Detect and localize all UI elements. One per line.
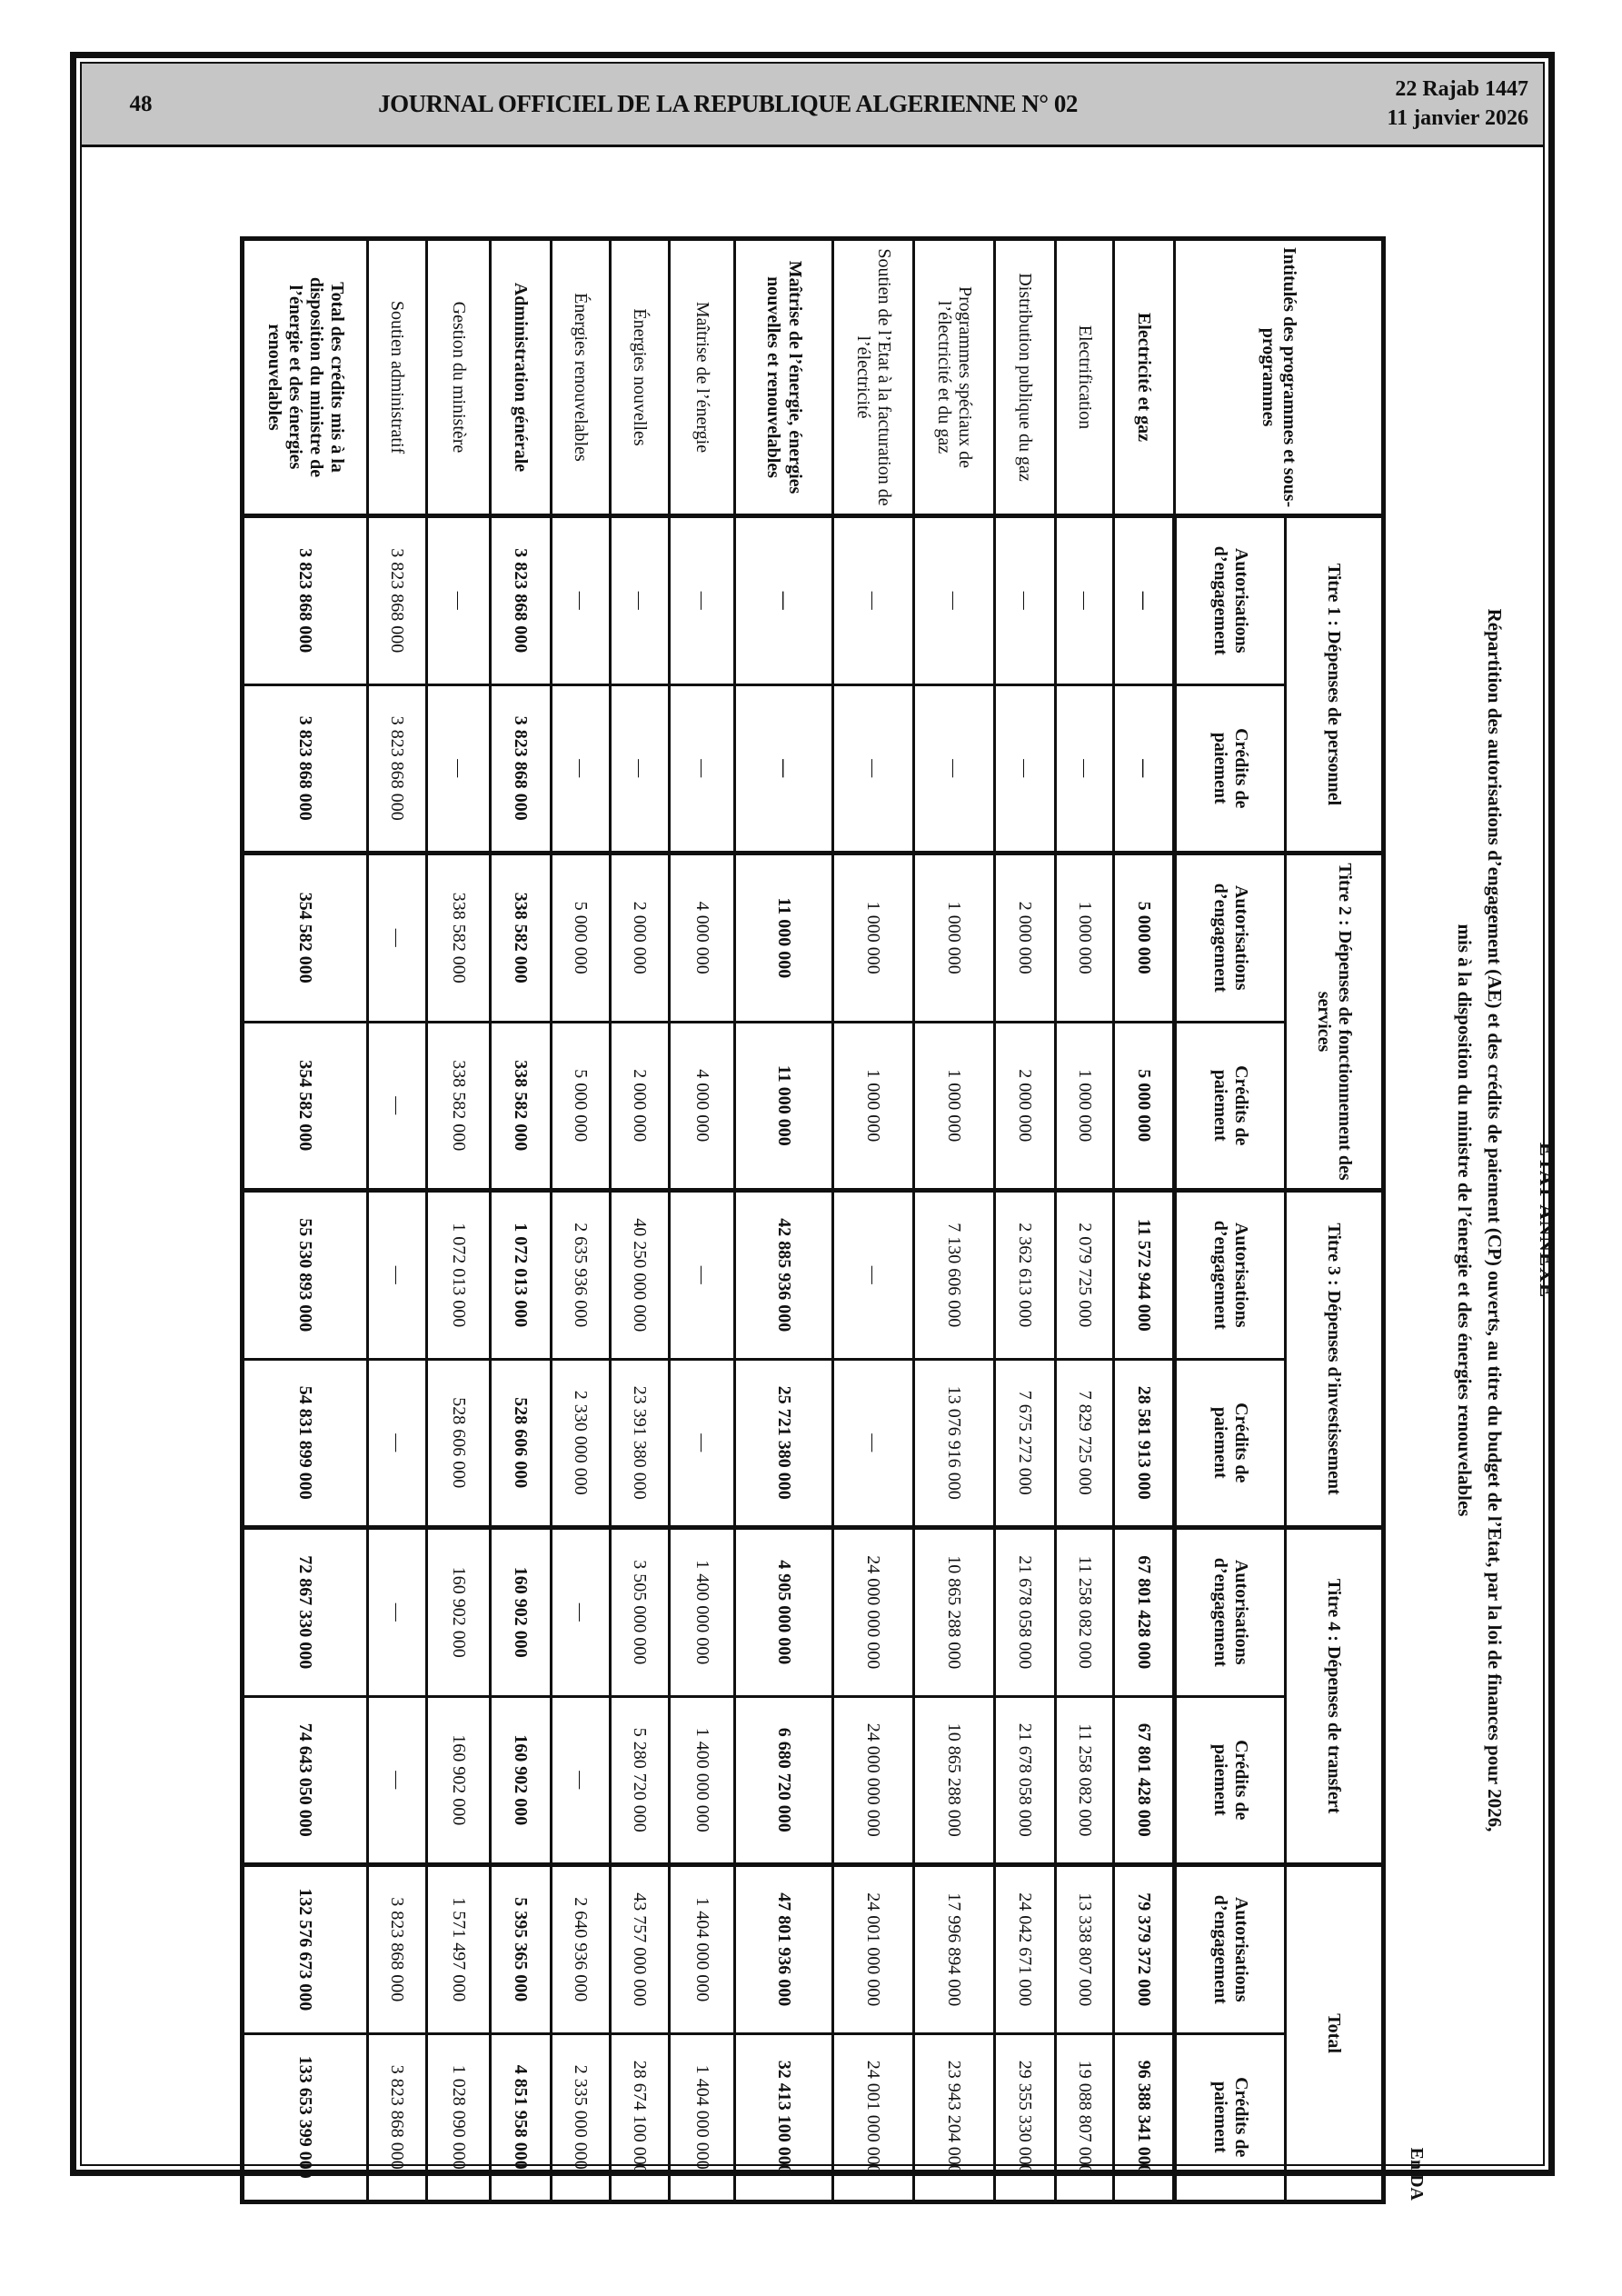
subheader-ae: Autorisations d’engagement (1174, 854, 1285, 1023)
value-cell: 42 885 936 000 (734, 1191, 832, 1360)
value-cell: 4 000 000 (669, 1022, 734, 1191)
value-cell: 24 001 000 000 (832, 2033, 913, 2202)
subheader-cp: Crédits de paiement (1174, 1359, 1285, 1528)
value-cell: 338 582 000 (426, 1022, 490, 1191)
value-cell: 13 338 807 000 (1055, 1865, 1113, 2034)
value-cell: 23 391 380 000 (610, 1359, 669, 1528)
value-cell: — (367, 1359, 426, 1528)
value-cell: 1 400 000 000 (669, 1528, 734, 1697)
value-cell: 28 674 100 000 (610, 2033, 669, 2202)
value-cell: 354 582 000 (242, 1022, 367, 1191)
table-header-groups (1285, 239, 1383, 2202)
value-cell: 4 000 000 (669, 854, 734, 1023)
value-cell: — (367, 1696, 426, 1865)
value-cell: 2 635 936 000 (551, 1191, 610, 1360)
value-cell: 5 395 365 000 (490, 1865, 551, 2034)
value-cell: — (426, 516, 490, 685)
value-cell: 32 413 100 000 (734, 2033, 832, 2202)
program-name-cell: Maîtrise de l’énergie (669, 239, 734, 516)
table-body (242, 239, 1174, 2202)
page-frame (70, 52, 1558, 2201)
value-cell: 5 000 000 (1113, 854, 1174, 1023)
value-cell: 11 000 000 (734, 854, 832, 1023)
date-gregorian: 11 janvier 2026 (1387, 105, 1528, 130)
table-row (832, 239, 913, 2202)
value-cell: — (551, 1528, 610, 1697)
program-name-cell: Electrification (1055, 239, 1113, 516)
program-name-cell: Gestion du ministère (426, 239, 490, 516)
value-cell: — (1055, 684, 1113, 854)
value-cell: 3 823 868 000 (367, 2033, 426, 2202)
program-name-cell: Maîtrise de l’énergie, énergies nouvelles et renouvelables (734, 239, 832, 516)
value-cell: — (669, 1191, 734, 1360)
value-cell: 1 000 000 (913, 1022, 994, 1191)
value-cell: 132 576 673 000 (242, 1865, 367, 2034)
value-cell: 1 404 000 000 (669, 2033, 734, 2202)
value-cell: 43 757 000 000 (610, 1865, 669, 2034)
subheader-cp: Crédits de paiement (1174, 684, 1285, 854)
rotated-annex (227, 236, 1622, 2204)
value-cell: 3 823 868 000 (242, 516, 367, 685)
group-header-total: Total (1285, 1865, 1383, 2202)
program-name-cell: Administration générale (490, 239, 551, 516)
value-cell: 3 823 868 000 (490, 516, 551, 685)
value-cell: 3 823 868 000 (242, 684, 367, 854)
value-cell: 1 072 013 000 (490, 1191, 551, 1360)
value-cell: 10 865 288 000 (913, 1528, 994, 1697)
value-cell: 1 000 000 (913, 854, 994, 1023)
value-cell: 5 000 000 (551, 1022, 610, 1191)
value-cell: 2 079 725 000 (1055, 1191, 1113, 1360)
value-cell: — (669, 516, 734, 685)
annex-table (240, 236, 1386, 2204)
value-cell: 3 823 868 000 (367, 516, 426, 685)
value-cell: 28 581 913 000 (1113, 1359, 1174, 1528)
subheader-cp: Crédits de paiement (1174, 2033, 1285, 2202)
value-cell: 528 606 000 (426, 1359, 490, 1528)
program-name-cell: Énergies renouvelables (551, 239, 610, 516)
program-name-cell: Programmes spéciaux de l’électricité et du gaz (913, 239, 994, 516)
table-row (426, 239, 490, 2202)
value-cell: — (913, 684, 994, 854)
value-cell: 40 250 000 000 (610, 1191, 669, 1360)
value-cell: — (367, 1528, 426, 1697)
value-cell: 1 000 000 (832, 854, 913, 1023)
value-cell: 5 000 000 (551, 854, 610, 1023)
table-row (669, 239, 734, 2202)
subheader-ae: Autorisations d’engagement (1174, 516, 1285, 685)
value-cell: — (1113, 516, 1174, 685)
masthead (82, 64, 1543, 147)
value-cell: — (913, 516, 994, 685)
group-header-titre2: Titre 2 : Dépenses de fonctionnement des services (1285, 854, 1383, 1191)
value-cell: 19 088 807 000 (1055, 2033, 1113, 2202)
value-cell: 54 831 899 000 (242, 1359, 367, 1528)
value-cell: 2 362 613 000 (994, 1191, 1055, 1360)
value-cell: 160 902 000 (426, 1528, 490, 1697)
value-cell: 2 000 000 (610, 854, 669, 1023)
value-cell: — (832, 1359, 913, 1528)
value-cell: 1 000 000 (1055, 854, 1113, 1023)
subheader-cp: Crédits de paiement (1174, 1696, 1285, 1865)
value-cell: — (367, 1191, 426, 1360)
program-name-cell: Total des crédits mis à la disposition du ministre de l’énergie et des énergies renouvelables (242, 239, 367, 516)
value-cell: 4 851 958 000 (490, 2033, 551, 2202)
value-cell: 74 643 050 000 (242, 1696, 367, 1865)
value-cell: 17 996 894 000 (913, 1865, 994, 2034)
value-cell: — (551, 1696, 610, 1865)
value-cell: 25 721 380 000 (734, 1359, 832, 1528)
value-cell: 338 582 000 (490, 854, 551, 1023)
value-cell: 10 865 288 000 (913, 1696, 994, 1865)
value-cell: — (832, 1191, 913, 1360)
value-cell: 2 335 000 000 (551, 2033, 610, 2202)
annex-title-line2: mis à la disposition du ministre de l’énergie et des énergies renouvelables (1454, 923, 1477, 1517)
value-cell: 7 829 725 000 (1055, 1359, 1113, 1528)
value-cell: 338 582 000 (490, 1022, 551, 1191)
value-cell: — (994, 516, 1055, 685)
table-row (913, 239, 994, 2202)
subheader-ae: Autorisations d’engagement (1174, 1865, 1285, 2034)
table-row (551, 239, 610, 2202)
table-row (1055, 239, 1113, 2202)
page-frame-inner (80, 62, 1558, 2201)
program-name-cell: Electricité et gaz (1113, 239, 1174, 516)
subheader-cp: Crédits de paiement (1174, 1022, 1285, 1191)
value-cell: 2 640 936 000 (551, 1865, 610, 2034)
value-cell: 354 582 000 (242, 854, 367, 1023)
value-cell: 24 000 000 000 (832, 1528, 913, 1697)
value-cell: 1 028 090 000 (426, 2033, 490, 2202)
value-cell: 11 258 082 000 (1055, 1696, 1113, 1865)
value-cell: — (367, 1022, 426, 1191)
value-cell: 2 000 000 (994, 854, 1055, 1023)
value-cell: 24 000 000 000 (832, 1696, 913, 1865)
value-cell: — (669, 1359, 734, 1528)
value-cell: 11 000 000 (734, 1022, 832, 1191)
currency-unit: En DA (1406, 2147, 1427, 2201)
subheader-ae: Autorisations d’engagement (1174, 1191, 1285, 1360)
value-cell: 133 653 399 000 (242, 2033, 367, 2202)
value-cell: 160 902 000 (490, 1528, 551, 1697)
value-cell: 79 379 372 000 (1113, 1865, 1174, 2034)
value-cell: 23 943 204 000 (913, 2033, 994, 2202)
value-cell: — (426, 684, 490, 854)
value-cell: 528 606 000 (490, 1359, 551, 1528)
value-cell: 2 000 000 (610, 1022, 669, 1191)
journal-title: JOURNAL OFFICIEL DE LA REPUBLIQUE ALGERIENNE N° 02 (378, 90, 1078, 117)
table-row (1113, 239, 1174, 2202)
value-cell: 21 678 058 000 (994, 1528, 1055, 1697)
value-cell: 24 042 671 000 (994, 1865, 1055, 2034)
value-cell: 72 867 330 000 (242, 1528, 367, 1697)
group-header-titre4: Titre 4 : Dépenses de transfert (1285, 1528, 1383, 1865)
table-header-sub (1174, 239, 1285, 2202)
value-cell: — (832, 684, 913, 854)
program-name-cell: Soutien de l’Etat à la facturation de l’électricité (832, 239, 913, 516)
value-cell: — (734, 516, 832, 685)
table-row (734, 239, 832, 2202)
group-header-titre3: Titre 3 : Dépenses d’investissement (1285, 1191, 1383, 1528)
value-cell: 3 823 868 000 (490, 684, 551, 854)
value-cell: 13 076 916 000 (913, 1359, 994, 1528)
value-cell: — (1055, 516, 1113, 685)
value-cell: 160 902 000 (490, 1696, 551, 1865)
value-cell: 1 404 000 000 (669, 1865, 734, 2034)
value-cell: — (669, 684, 734, 854)
value-cell: 4 905 000 000 (734, 1528, 832, 1697)
value-cell: 67 801 428 000 (1113, 1696, 1174, 1865)
value-cell: — (551, 684, 610, 854)
subheader-ae: Autorisations d’engagement (1174, 1528, 1285, 1697)
value-cell: — (994, 684, 1055, 854)
value-cell: 24 001 000 000 (832, 1865, 913, 2034)
value-cell: 338 582 000 (426, 854, 490, 1023)
value-cell: — (551, 516, 610, 685)
value-cell: 7 130 606 000 (913, 1191, 994, 1360)
annex-title-line1: Répartition des autorisations d’engagement (AE) et des crédits de paiement (CP) ouverts, au titre du budget de l’Etat, par la loi de finances pour 2026, (1484, 608, 1506, 1832)
value-cell: — (832, 516, 913, 685)
annex-label: ETAT ANNEXE (1536, 1142, 1558, 1299)
value-cell: 2 330 000 000 (551, 1359, 610, 1528)
value-cell: 7 675 272 000 (994, 1359, 1055, 1528)
value-cell: 11 258 082 000 (1055, 1528, 1113, 1697)
page-number: 48 (129, 91, 153, 116)
value-cell: 1 072 013 000 (426, 1191, 490, 1360)
value-cell: 2 000 000 (994, 1022, 1055, 1191)
value-cell: 1 571 497 000 (426, 1865, 490, 2034)
program-name-cell: Distribution publique du gaz (994, 239, 1055, 516)
group-header-titre1: Titre 1 : Dépenses de personnel (1285, 516, 1383, 854)
value-cell: 1 000 000 (1055, 1022, 1113, 1191)
value-cell: — (734, 684, 832, 854)
table-row (610, 239, 669, 2202)
value-cell: — (610, 516, 669, 685)
date-hijri: 22 Rajab 1447 (1395, 77, 1528, 102)
value-cell: 1 000 000 (832, 1022, 913, 1191)
value-cell: 67 801 428 000 (1113, 1528, 1174, 1697)
intitules-header: Intitulés des programmes et sous-programmes (1174, 239, 1383, 516)
table-row (367, 239, 426, 2202)
value-cell: 3 823 868 000 (367, 684, 426, 854)
value-cell: 160 902 000 (426, 1696, 490, 1865)
value-cell: 5 000 000 (1113, 1022, 1174, 1191)
table-row (994, 239, 1055, 2202)
value-cell: 6 680 720 000 (734, 1696, 832, 1865)
masthead-dates (1256, 75, 1543, 132)
value-cell: 3 505 000 000 (610, 1528, 669, 1697)
value-cell: — (367, 854, 426, 1023)
program-name-cell: Énergies nouvelles (610, 239, 669, 516)
table-row (242, 239, 367, 2202)
annex-title (1450, 236, 1509, 2204)
value-cell: 5 280 720 000 (610, 1696, 669, 1865)
value-cell: 96 388 341 000 (1113, 2033, 1174, 2202)
value-cell: 1 400 000 000 (669, 1696, 734, 1865)
value-cell: 21 678 058 000 (994, 1696, 1055, 1865)
table-row (490, 239, 551, 2202)
value-cell: 3 823 868 000 (367, 1865, 426, 2034)
value-cell: — (1113, 684, 1174, 854)
value-cell: — (610, 684, 669, 854)
value-cell: 11 572 944 000 (1113, 1191, 1174, 1360)
value-cell: 47 801 936 000 (734, 1865, 832, 2034)
value-cell: 29 355 330 000 (994, 2033, 1055, 2202)
program-name-cell: Soutien administratif (367, 239, 426, 516)
value-cell: 55 530 893 000 (242, 1191, 367, 1360)
